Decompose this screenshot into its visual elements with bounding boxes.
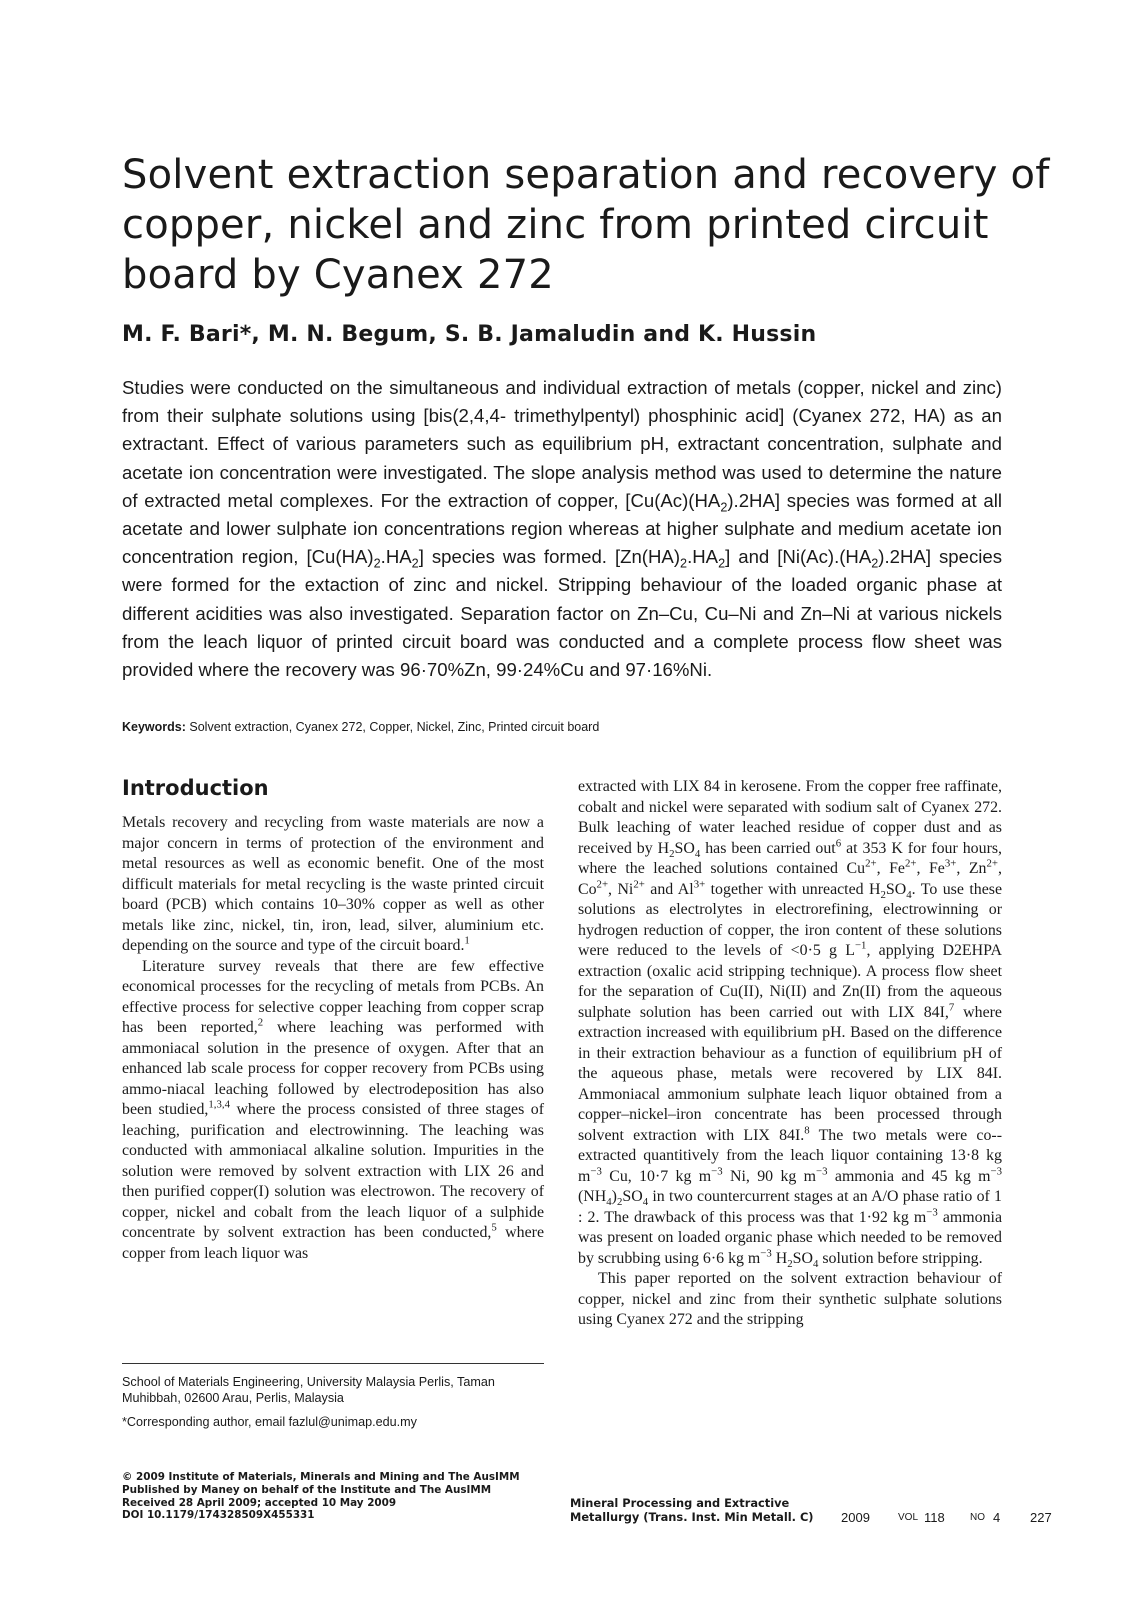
title-line-2: copper, nickel and zinc from printed circuit: [122, 202, 989, 248]
body-column-right: [578, 777, 1002, 1331]
paragraph: This paper reported on the solvent extraction behaviour of copper, nickel and zinc from their synthetic sulphate solutions using Cyanex 272 and the stripping: [578, 1270, 1002, 1328]
volume-number: 118: [924, 1510, 945, 1525]
paragraph: extracted with LIX 84 in kerosene. From the copper free raffinate, cobalt and nickel were separated with sodium salt of Cyanex 272. Bulk leaching of water leached residue of copper dust and as received by $H_2SO_4$ has been carried out$^6$ at 353 K for four hours, where the leached solutions contained $Cu^{2+}$, $Fe^{2+}$, $Fe^{3+}$, $Zn^{2+}$, $Co^{2+}$, $Ni^{2+}$ and $Al^{3+}$ together with unreacted $H_2SO_4$. To use these solutions as electrolytes in electrorefining, electrowinning or hydrogen reduction of copper, the iron content of these solutions were reduced to the levels of <0·5 g $L^{-1}$, applying D2EHPA extraction (oxalic acid stripping technique). A process flow sheet for the separation of Cu(II), Ni(II) and Zn(II) from the aqueous sulphate solution has been carried out with LIX 84I,$^7$ where extraction increased with equilibrium pH. Based on the difference in their extraction behaviour as a function of equilibrium pH of the aqueous phase, metals were recovered by LIX 84I. Ammoniacal ammonium sulphate leach liquor obtained from a copper–nickel–iron concentrate has been processed through solvent extraction with LIX 84I.$^8$ The two metals were co-extracted quantitively from the leach liquor containing 13·8 kg $m^{-3}$ Cu, 10·7 kg $m^{-3}$ Ni, 90 kg $m^{-3}$ ammonia and 45 kg $m^{-3}$ $(NH_4)_2SO_4$ in two countercurrent stages at an A/O phase ratio of 1 : 2. The drawback of this process was that 1·92 kg $m^{-3}$ ammonia was present on loaded organic phase which needed to be removed by scrubbing using 6·6 kg $m^{-3}$ $H_2SO_4$ solution before stripping.: [578, 778, 1003, 1270]
volume-label: VOL: [898, 1512, 919, 1523]
title-line-1: Solvent extraction separation and recovery of: [122, 152, 1050, 198]
paper-title: [122, 150, 1050, 300]
citation-ref: 7: [948, 1001, 955, 1014]
journal-name-line-1: Mineral Processing and Extractive: [570, 1496, 790, 1510]
keywords-label: Keywords:: [122, 720, 186, 734]
journal-name: [570, 1496, 814, 1524]
paragraph: Metals recovery and recycling from waste materials are now a major concern in terms of protection of the environment and metal resources as well as economic benefit. One of the most difficult materials for metal recycling is the waste printed circuit board (PCB) which contains 10–30% copper as well as other metals like zinc, nickel, tin, iron, lead, silver, aluminium etc. depending on the source and type of the circuit board.$^1$: [122, 814, 544, 954]
author-list: M. F. Bari*, M. N. Begum, S. B. Jamaludin and K. Hussin: [122, 322, 817, 347]
citation-ref: 6: [835, 837, 842, 850]
received-line: Received 28 April 2009; accepted 10 May 2009: [122, 1496, 397, 1509]
footnote-divider: [122, 1363, 544, 1364]
keywords-text: Solvent extraction, Cyanex 272, Copper, Nickel, Zinc, Printed circuit board: [185, 720, 600, 734]
paragraph: Literature survey reveals that there are few effective economical processes for the recycling of metals from PCBs. An effective process for selective copper leaching from copper scrap has been reported,$^2$ where leaching was performed with ammoniacal solution in the presence of oxygen. After that an enhanced lab scale process for copper recovery from PCBs using ammo-niacal leaching followed by electrodeposition has also been studied,$^{1,3,4}$ where the process consisted of three stages of leaching, purification and electrowinning. The leaching was conducted with ammoniacal alkaline solution. Impurities in the solution were removed by solvent extraction with LIX 26 and then purified copper(I) solution was electrowon. The recovery of copper, nickel and cobalt from the leach liquor of a sulphide concentrate by solvent extraction has been conducted,$^5$ where copper from leach liquor was: [122, 957, 544, 1262]
citation-ref: 1: [464, 934, 470, 947]
journal-name-line-2: Metallurgy (Trans. Inst. Min Metall. C): [570, 1510, 814, 1524]
citation-ref: 8: [804, 1124, 810, 1137]
citation-ref: 2: [257, 1016, 264, 1029]
title-line-3: board by Cyanex 272: [122, 252, 554, 298]
citation-ref: 1,3,4: [208, 1098, 230, 1111]
doi-line: DOI 10.1179/174328509X455331: [122, 1509, 315, 1522]
abstract: Studies were conducted on the simultaneous and individual extraction of metals (copper, nickel and zinc) from their sulphate solutions using [bis(2,4,4- trimethylpentyl) phosphinic acid] (Cyanex 272, HA) as an extractant. Effect of various parameters such as equilibrium pH, extractant concentration, sulphate and acetate ion concentration were investigated. The slope analysis method was used to determine the nature of extracted metal complexes. For the extraction of copper, $[Cu(Ac)(HA_2).2HA]$ species was formed at all acetate and lower sulphate ion concentrations region whereas at higher sulphate and medium acetate ion concentration region, $[Cu(HA)_2.HA_2]$ species was formed. $[Zn(HA)_2.HA_2]$ and $[Ni(Ac).(HA_2).2HA]$ species were formed for the extaction of zinc and nickel. Stripping behaviour of the loaded organic phase at different acidities was also investigated. Separation factor on Zn–Cu, Cu–Ni and Zn–Ni at various nickels from the leach liquor of printed circuit board was conducted and a complete process flow sheet was provided where the recovery was 96·70%Zn, 99·24%Cu and 97·16%Ni.: [122, 377, 1003, 681]
publisher-line: Published by Maney on behalf of the Institute and The AusIMM: [122, 1483, 492, 1496]
affiliation: School of Materials Engineering, University Malaysia Perlis, Taman Muhibbah, 02600 Arau, Perlis, Malaysia: [122, 1375, 495, 1405]
section-heading-introduction: Introduction: [122, 776, 269, 800]
corresponding-author: *Corresponding author, email fazlul@unimap.edu.my: [122, 1415, 417, 1429]
body-column-left: [122, 813, 544, 1264]
journal-year: 2009: [841, 1510, 870, 1525]
citation-ref: 5: [491, 1221, 497, 1234]
page-number: 227: [1030, 1510, 1052, 1525]
issue-number: 4: [993, 1510, 1001, 1525]
keywords: [122, 720, 1002, 734]
issue-label: NO: [970, 1512, 985, 1523]
copyright-line: © 2009 Institute of Materials, Minerals and Mining and The AusIMM: [122, 1471, 520, 1483]
footer-publication-info: [122, 1471, 520, 1522]
